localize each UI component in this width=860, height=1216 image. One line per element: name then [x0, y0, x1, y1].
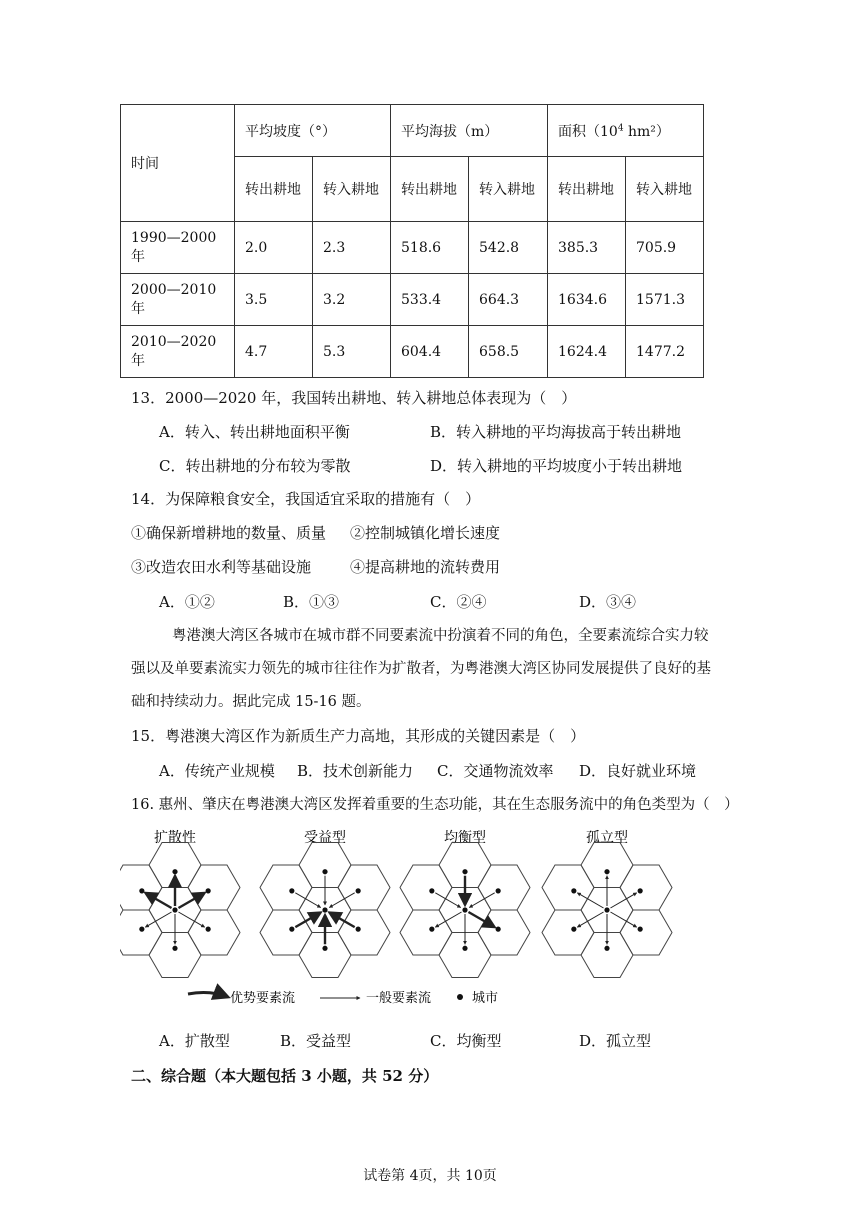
city-dot: [139, 888, 144, 893]
city-dot: [638, 927, 643, 932]
strong-flow-arrow: [468, 912, 494, 927]
q16-option-a[interactable]: A．扩散型: [159, 1032, 230, 1050]
q14-option-b[interactable]: B．①③: [283, 593, 340, 611]
general-flow-arrow: [610, 893, 636, 908]
city-dot: [496, 927, 501, 932]
city-dot: [356, 927, 361, 932]
q16-option-c[interactable]: C．均衡型: [430, 1032, 502, 1050]
city-dot: [172, 869, 177, 874]
hexagon-cell: [260, 910, 312, 955]
q14-statement-2: ②控制城镇化增长速度: [350, 524, 501, 542]
city-dot: [172, 946, 177, 951]
figure-title-beneficiary: 受益型: [304, 830, 346, 846]
legend-city-dot: [457, 994, 463, 1000]
city-dot: [322, 869, 327, 874]
q13-stem: 13．2000—2020 年，我国转出耕地、转入耕地总体表现为（ ）: [131, 389, 577, 407]
city-dot: [462, 907, 467, 912]
city-dot: [289, 927, 294, 932]
table-row: 2010—2020 年 4.7 5.3 604.4 658.5 1624.4 1477.2: [121, 326, 704, 378]
city-dot: [322, 907, 327, 912]
q15-option-c[interactable]: C．交通物流效率: [437, 762, 554, 780]
city-dot: [496, 888, 501, 893]
q14-option-a[interactable]: A．①②: [159, 593, 215, 611]
hexagon-cell: [400, 910, 452, 955]
q13-option-d[interactable]: D．转入耕地的平均坡度小于转出耕地: [430, 457, 683, 475]
hexagon-cell: [542, 865, 594, 910]
q15-option-a[interactable]: A．传统产业规模: [159, 762, 275, 780]
q16-stem: 16. 惠州、肇庆在粤港澳大湾区发挥着重要的生态功能，其在生态服务流中的角色类型为（ ）: [131, 797, 739, 813]
general-flow-arrow: [435, 912, 461, 927]
q14-statement-1: ①确保新增耕地的数量、质量: [131, 524, 327, 542]
sub-alt-out: 转出耕地: [391, 157, 469, 222]
city-dot: [322, 946, 327, 951]
hexagon-cell: [478, 910, 530, 955]
general-flow-arrow: [178, 912, 204, 927]
hexagon-cell: [620, 865, 672, 910]
passage-line-2: 强以及单要素流实力领先的城市往往作为扩散者，为粤港澳大湾区协同发展提供了良好的基: [131, 661, 711, 677]
passage-line-1: 粤港澳大湾区各城市在城市群不同要素流中扮演着不同的角色，全要素流综合实力较: [172, 628, 709, 644]
city-dot: [571, 888, 576, 893]
sub-alt-in: 转入耕地: [469, 157, 548, 222]
city-dot: [139, 927, 144, 932]
hexagon-cell: [620, 910, 672, 955]
city-dot: [571, 927, 576, 932]
q14-statement-4: ④提高耕地的流转费用: [350, 558, 501, 576]
q14-statement-3: ③改造农田水利等基础设施: [131, 558, 312, 576]
hexagon-cell: [400, 865, 452, 910]
figure-title-diffusion: 扩散性: [154, 830, 196, 846]
table-row: 2000—2010 年 3.5 3.2 533.4 664.3 1634.6 1571.3: [121, 274, 704, 326]
sub-slope-in: 转入耕地: [313, 157, 391, 222]
legend-strong-arrow: [188, 993, 228, 997]
general-flow-arrow: [577, 893, 603, 908]
q13-option-c[interactable]: C．转出耕地的分布较为零散: [159, 457, 351, 475]
q14-stem: 14．为保障粮食安全，我国适宜采取的措施有（ ）: [131, 490, 481, 508]
city-dot: [356, 888, 361, 893]
general-flow-arrow: [145, 912, 171, 927]
q13-option-b[interactable]: B．转入耕地的平均海拔高于转出耕地: [430, 423, 682, 441]
hexagon-cell: [188, 865, 240, 910]
q15-stem: 15．粤港澳大湾区作为新质生产力高地，其形成的关键因素是（ ）: [131, 727, 586, 745]
city-dot: [206, 888, 211, 893]
hexagon-cell: [478, 865, 530, 910]
section-2-heading: 二、综合题（本大题包括 3 小题，共 52 分）: [131, 1067, 439, 1085]
header-slope: 平均坡度（°）: [235, 105, 391, 157]
city-dot: [429, 888, 434, 893]
page-footer: 试卷第 4页，共 10页: [363, 1168, 497, 1184]
city-dot: [638, 888, 643, 893]
sub-area-in: 转入耕地: [626, 157, 704, 222]
q14-option-d[interactable]: D．③④: [579, 593, 637, 611]
q16-option-d[interactable]: D．孤立型: [579, 1032, 652, 1050]
hexagon-cell: [188, 910, 240, 955]
farmland-table: [120, 104, 704, 378]
hexagon-cell: [542, 910, 594, 955]
strong-flow-arrow: [178, 893, 204, 908]
header-time: 时间: [121, 105, 235, 222]
city-dot: [604, 946, 609, 951]
q15-option-d[interactable]: D．良好就业环境: [579, 762, 697, 780]
hexagon-cell: [338, 910, 390, 955]
hexagon-cell: [338, 865, 390, 910]
city-dot: [462, 946, 467, 951]
city-dot: [604, 869, 609, 874]
city-dot: [289, 888, 294, 893]
q16-option-b[interactable]: B．受益型: [280, 1032, 352, 1050]
header-altitude: 平均海拔（m）: [391, 105, 548, 157]
sub-area-out: 转出耕地: [548, 157, 626, 222]
city-dot: [172, 907, 177, 912]
figure-title-balanced: 均衡型: [444, 830, 486, 846]
general-flow-arrow: [577, 912, 603, 927]
hexagon-cell: [260, 865, 312, 910]
sub-slope-out: 转出耕地: [235, 157, 313, 222]
header-area: 面积（$10^4$ hm²）: [548, 105, 704, 157]
legend-city-label: 城市: [472, 991, 499, 1006]
city-dot: [429, 927, 434, 932]
general-flow-arrow: [610, 912, 636, 927]
q13-option-a[interactable]: A．转入、转出耕地面积平衡: [159, 423, 350, 441]
city-dot: [206, 927, 211, 932]
table-row: 1990—2000 年 2.0 2.3 518.6 542.8 385.3 705.9: [121, 222, 704, 274]
passage-line-3: 础和持续动力。据此完成 15-16 题。: [131, 694, 371, 710]
hexagon-cell: [120, 865, 162, 910]
q15-option-b[interactable]: B．技术创新能力: [297, 762, 414, 780]
city-dot: [604, 907, 609, 912]
element-flow-figure: [120, 822, 680, 1017]
q14-option-c[interactable]: C．②④: [430, 593, 487, 611]
hexagon-cell: [120, 910, 162, 955]
legend-strong-label: 优势要素流: [230, 991, 296, 1006]
strong-flow-arrow: [145, 893, 171, 908]
figure-title-isolated: 孤立型: [586, 830, 628, 846]
city-dot: [462, 869, 467, 874]
legend-general-label: 一般要素流: [366, 991, 432, 1006]
